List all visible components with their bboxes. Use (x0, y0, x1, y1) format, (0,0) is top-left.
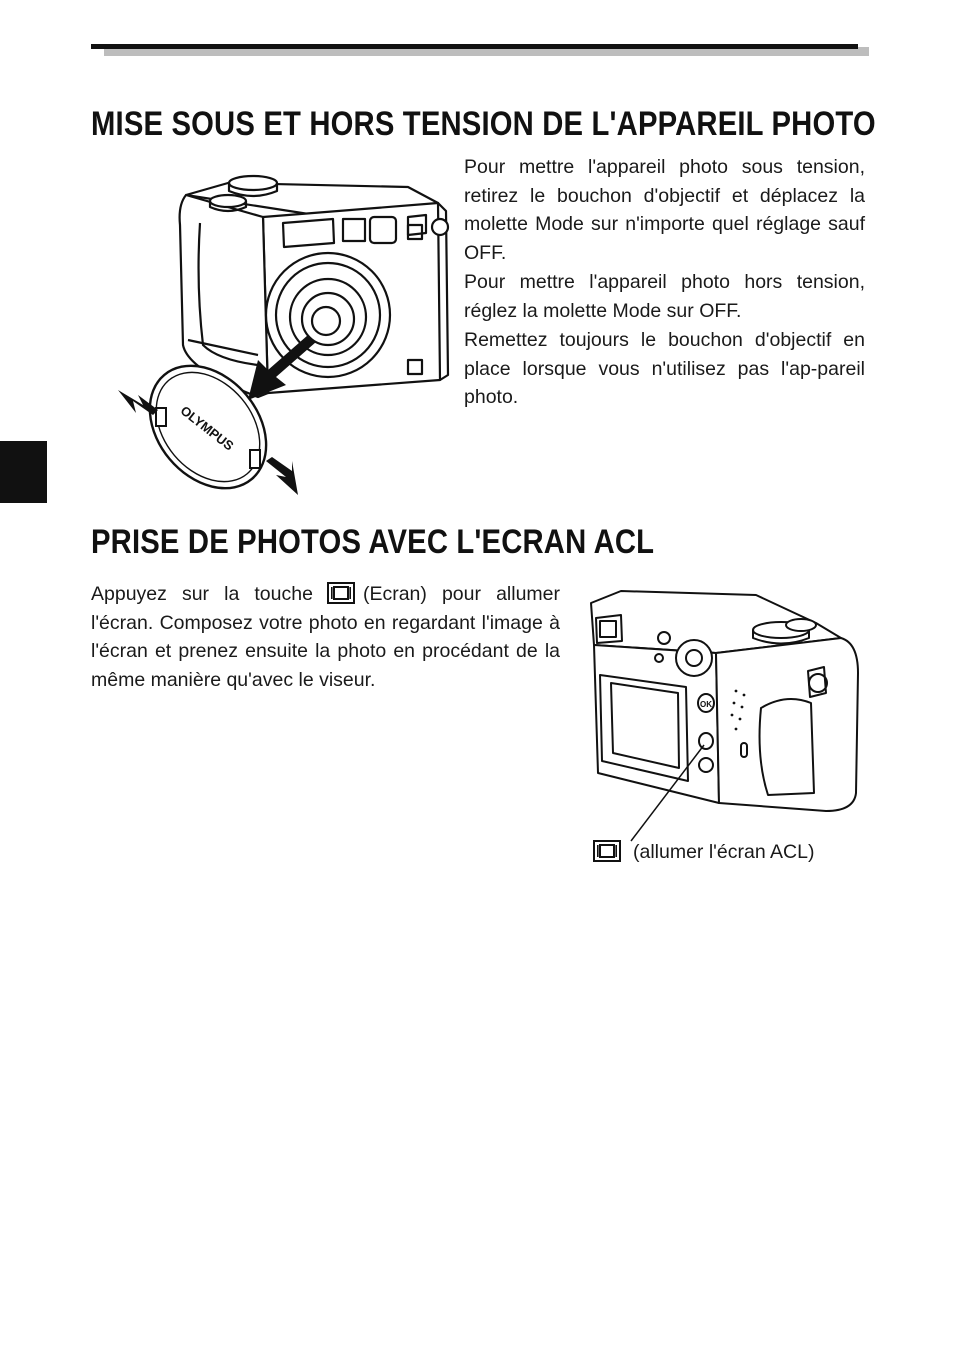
monitor-button-icon (327, 582, 355, 604)
header-rule (91, 44, 858, 49)
para-lens-cap: Remettez toujours le bouchon d'objectif en place lorsque vous n'utilisez pas l'ap-pareil photo. (464, 329, 865, 409)
caption-monitor-button (593, 838, 814, 866)
para-lcd-before: Appuyez sur la touche (91, 583, 313, 605)
para-power-on: Pour mettre l'appareil photo sous tension, retirez le bouchon d'objectif et déplacez la molette Mode sur n'importe quel réglage sauf OFF. (464, 156, 865, 265)
para-lcd (91, 580, 560, 695)
lens-cap-brand: OLYMPUS (177, 402, 237, 454)
ok-button-label: OK (700, 700, 712, 709)
para-power-off: Pour mettre l'appareil photo hors tension, réglez la molette Mode sur OFF. (464, 271, 865, 322)
chapter-tab (0, 441, 47, 503)
para-lcd-after: (Ecran) pour allumer l'écran. Composez votre photo en regardant l'image à l'écran et prenez ensuite la photo en procédant de la même manière qu'avec le viseur. (91, 583, 561, 692)
caption-text: (allumer l'écran ACL) (633, 841, 815, 863)
monitor-button-icon (593, 840, 621, 862)
camera-back-illustration (586, 583, 861, 843)
section-title-power: MISE SOUS ET HORS TENSION DE L'APPAREIL PHOTO (91, 105, 876, 143)
camera-front-illustration (108, 165, 458, 500)
section-title-lcd: PRISE DE PHOTOS AVEC L'ECRAN ACL (91, 523, 655, 561)
